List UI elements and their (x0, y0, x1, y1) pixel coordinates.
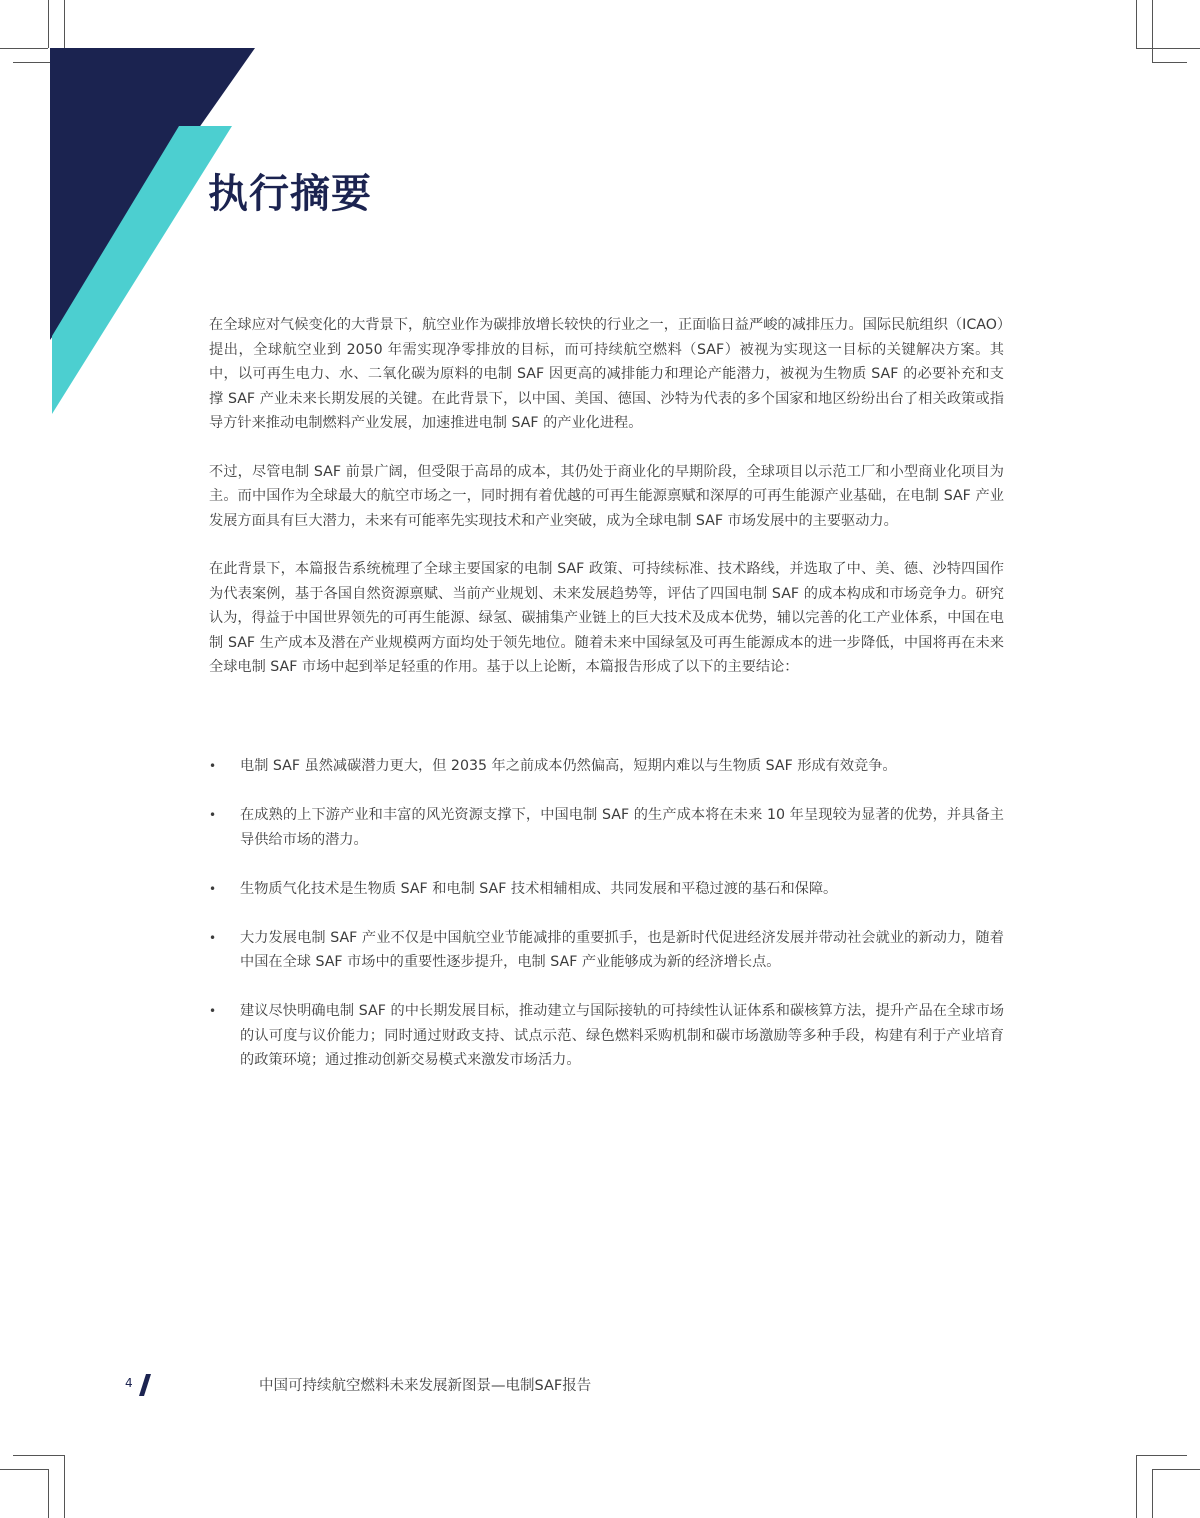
slash-icon (136, 1372, 156, 1398)
bullet-marker: • (209, 881, 217, 896)
bullet-marker: • (209, 1004, 217, 1018)
conclusion-text: 大力发展电制 SAF 产业不仅是中国航空业节能减排的重要抓手，也是新时代促进经济发展并带动社会就业的新动力，随着中国在全球 SAF 市场中的重要性逐步提升，电制 SAF 产业能够成为新的经济增长点。 (240, 929, 1004, 970)
page-number: 4 (125, 1376, 133, 1390)
bullet-marker: • (209, 930, 217, 945)
paragraph-challenges: 不过，尽管电制 SAF 前景广阔，但受限于高昂的成本，其仍处于商业化的早期阶段，全球项目以示范工厂和小型商业化项目为主。而中国作为全球最大的航空市场之一，同时拥有着优越的可再生能源禀赋和深厚的可再生能源产业基础，在电制 SAF 产业发展方面具有巨大潜力，未来有可能率先实现技术和产业突破，成为全球电制 SAF 市场发展中的主要驱动力。 (209, 463, 1004, 529)
conclusion-item (209, 999, 1004, 1073)
bullet-marker: • (209, 759, 217, 773)
conclusion-item (209, 754, 1004, 779)
conclusion-text: 电制 SAF 虽然减碳潜力更大，但 2035 年之前成本仍然偏高，短期内难以与生物质 SAF 形成有效竞争。 (240, 758, 897, 774)
conclusion-text: 生物质气化技术是生物质 SAF 和电制 SAF 技术相辅相成、共同发展和平稳过渡的基石和保障。 (240, 880, 838, 897)
conclusion-text: 建议尽快明确电制 SAF 的中长期发展目标，推动建立与国际接轨的可持续性认证体系和碳核算方法，提升产品在全球市场的认可度与议价能力；同时通过财政支持、试点示范、绿色燃料采购机制和碳市场激励等多种手段，构建有利于产业培育的政策环境；通过推动创新交易模式来激发市场活力。 (240, 1003, 1004, 1068)
page-footer (0, 1370, 1200, 1400)
paragraph-intro: 在全球应对气候变化的大背景下，航空业作为碳排放增长较快的行业之一，正面临日益严峻的减排压力。国际民航组织（ICAO）提出，全球航空业到 2050 年需实现净零排放的目标，而可持续航空燃料（SAF）被视为实现这一目标的关键解决方案。其中，以可再生电力、水、二氧化碳为原料的电制 SAF 因更高的减排能力和理论产能潜力，被视为生物质 SAF 的必要补充和支撑 SAF 产业未来长期发展的关键。在此背景下，以中国、美国、德国、沙特为代表的多个国家和地区纷纷出台了相关政策或指导方针来推动电制燃料产业发展，加速推进电制 SAF 的产业化进程。 (209, 317, 1004, 431)
conclusion-item (209, 877, 1004, 902)
conclusion-text: 在成熟的上下游产业和丰富的风光资源支撑下，中国电制 SAF 的生产成本将在未来 10 年呈现较为显著的优势，并具备主导供给市场的潜力。 (240, 807, 1004, 848)
paragraph-report-scope: 在此背景下，本篇报告系统梳理了全球主要国家的电制 SAF 政策、可持续标准、技术路线，并选取了中、美、德、沙特四国作为代表案例，基于各国自然资源禀赋、当前产业规划、未来发展趋势等，评估了四国电制 SAF 的成本构成和市场竞争力。研究认为，得益于中国世界领先的可再生能源、绿氢、碳捕集产业链上的巨大技术及成本优势，辅以完善的化工产业体系，中国在电制 SAF 生产成本及潜在产业规模两方面均处于领先地位。随着未来中国绿氢及可再生能源成本的进一步降低，中国将再在未来全球电制 SAF 市场中起到举足轻重的作用。基于以上论断，本篇报告形成了以下的主要结论： (209, 561, 1004, 675)
page-title: 执行摘要 (208, 171, 372, 217)
conclusions-list (209, 754, 1004, 1097)
footer-report-title: 中国可持续航空燃料未来发展新图景—电制SAF报告 (259, 1378, 592, 1394)
conclusion-item (209, 926, 1004, 975)
bullet-marker: • (209, 808, 217, 822)
body-text (209, 313, 1004, 680)
conclusion-item (209, 803, 1004, 852)
